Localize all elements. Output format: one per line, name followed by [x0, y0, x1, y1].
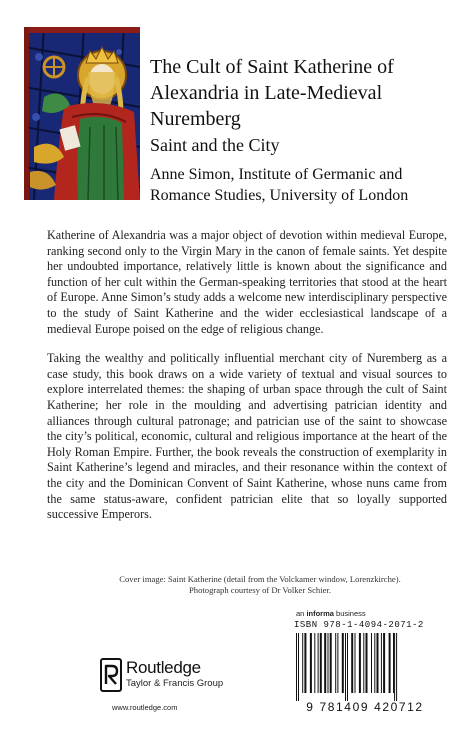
barcode-bar — [359, 633, 361, 693]
barcode-bar — [389, 633, 391, 693]
barcode-bar — [320, 633, 322, 693]
informa-prefix: an — [296, 609, 307, 618]
barcode-bar — [324, 633, 326, 693]
barcode-bar — [394, 633, 395, 701]
cover-image-credit — [100, 574, 420, 596]
barcode-bar — [355, 633, 356, 693]
barcode-bar — [347, 633, 348, 701]
barcode-bar — [381, 633, 382, 693]
barcode-bar — [342, 633, 344, 693]
barcode-bar — [314, 633, 315, 693]
barcode-bar — [310, 633, 312, 693]
barcode-bar — [298, 633, 299, 701]
title-block — [150, 54, 460, 206]
barcode-bar — [318, 633, 319, 693]
barcode-bar — [302, 633, 303, 693]
barcode-bar — [393, 633, 394, 693]
barcode-bar — [374, 633, 375, 693]
barcode-bar — [377, 633, 379, 693]
book-author: Anne Simon, Institute of Germanic and Romance Studies, University of London — [150, 166, 409, 204]
barcode-bar — [335, 633, 336, 693]
barcode-bar — [337, 633, 338, 693]
back-cover-blurb — [47, 228, 447, 537]
barcode-bar — [328, 633, 329, 693]
publisher-name: Routledge — [126, 658, 201, 677]
barcode-bar — [330, 633, 332, 693]
informa-suffix: business — [333, 609, 366, 618]
cover-image — [24, 27, 140, 200]
blurb-paragraph-1: Katherine of Alexandria was a major object of devotion within medieval Europe, ranking second only to the Virgin Mary in the canon of female saints. Yet despite her undoubted importance, relatively little is known about the significance and function of her cult within the German-speaking territories that stood at the heart of Europe. Anne Simon’s study adds a welcome new interdisciplinary perspective to the study of Saint Katherine and the wider ecclesiastical landscape of a medieval Europe poised on the edge of religious change. — [47, 228, 447, 336]
book-subtitle: Saint and the City — [150, 135, 280, 155]
publisher-url: www.routledge.com — [112, 703, 178, 712]
barcode-bar — [383, 633, 385, 693]
barcode-bar — [345, 633, 346, 701]
barcode-bar — [304, 633, 306, 693]
barcode-bar — [351, 633, 353, 693]
isbn-barcode — [290, 620, 440, 716]
barcode-bar — [366, 633, 368, 693]
barcode-bar — [371, 633, 372, 693]
credit-line-1: Cover image: Saint Katherine (detail from the Volckamer window, Lorenzkirche). — [119, 574, 401, 584]
routledge-logo-icon — [100, 658, 122, 692]
credit-line-2: Photograph courtesy of Dr Volker Schier. — [189, 585, 331, 595]
barcode-bar — [363, 633, 364, 693]
barcode-bar — [396, 633, 397, 701]
barcode-graphic — [294, 633, 436, 701]
informa-business — [296, 609, 366, 618]
informa-brand: informa — [306, 609, 334, 618]
publisher-block — [100, 658, 230, 718]
stained-glass-image — [24, 27, 140, 200]
barcode-bar — [296, 633, 297, 701]
barcode-digits: 9 781409 420712 — [306, 700, 424, 714]
isbn-text: ISBN 978-1-4094-2071-2 — [294, 620, 424, 630]
blurb-paragraph-2: Taking the wealthy and politically influential merchant city of Nuremberg as a case study, this book draws on a wide variety of textual and visual sources to explore interrelated themes: the shaping of urban space through the cult of Saint Katherine; her role in the moulding and advertising patrician identity and alliances through cultural patronage; and patrician use of the saint to showcase the city’s political, economic, cultural and religious importance at the heart of the Holy Roman Empire. Further, the book reveals the construction of exemplarity in Saint Katherine’s legend and miracles, and their resonance within the context of the city and the Dominican Convent of Saint Katherine, whose nuns came from the same status-aware, confident patrician elite that so loyally supported successive Emperors. — [47, 351, 447, 522]
publisher-group: Taylor & Francis Group — [126, 678, 224, 689]
book-title: The Cult of Saint Katherine of Alexandria in Late-Medieval Nuremberg — [150, 56, 394, 130]
